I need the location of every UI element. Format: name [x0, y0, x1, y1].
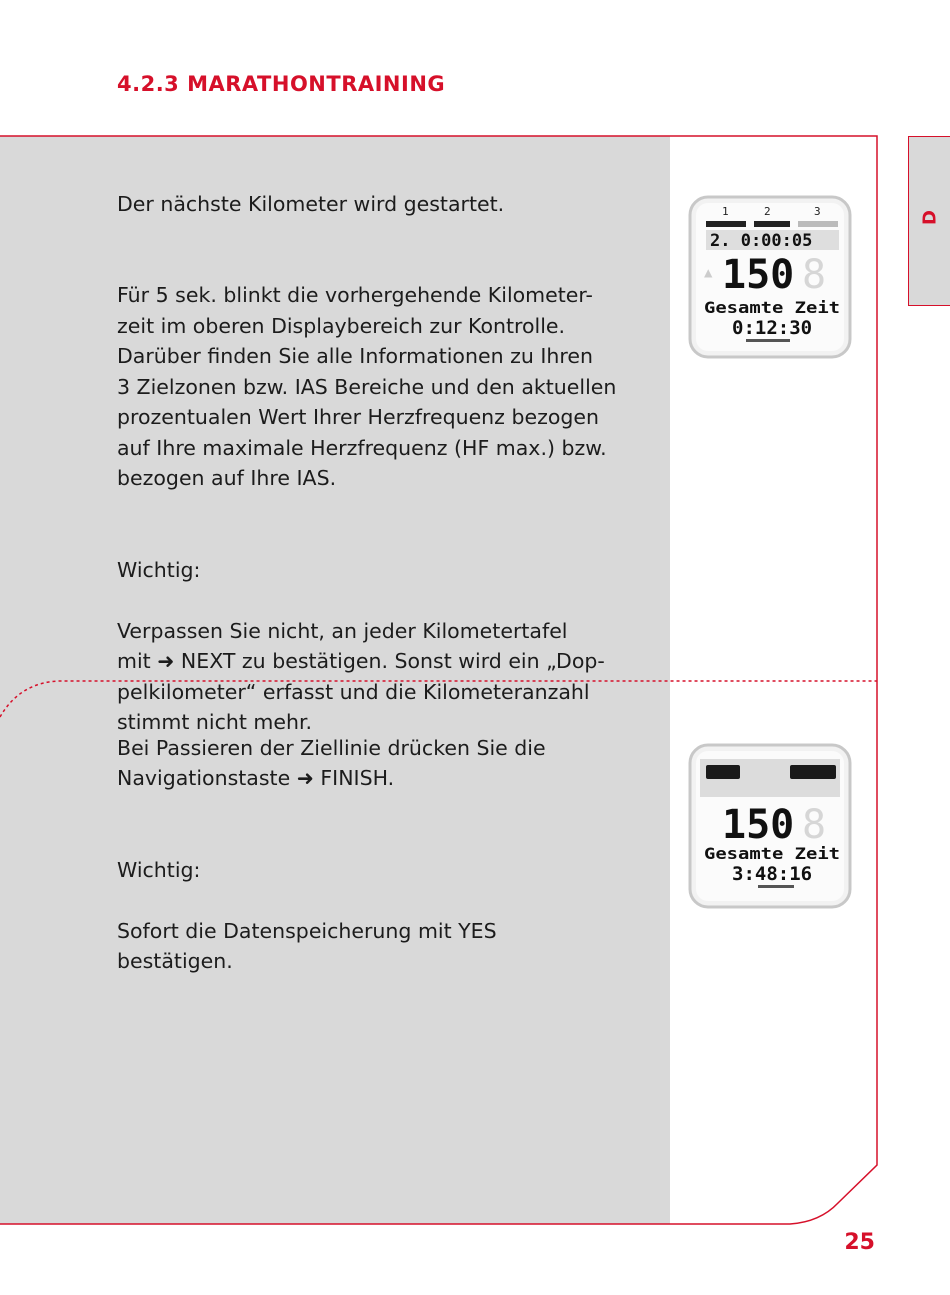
- page-number: 25: [844, 1230, 875, 1255]
- note-label: Wichtig:: [117, 557, 201, 582]
- watch-display-1: [682, 185, 857, 364]
- language-tab: [908, 136, 950, 306]
- watch-display-2: [682, 733, 857, 915]
- heart-rate-value: 150: [722, 252, 795, 298]
- paragraph: Verpassen Sie nicht, an jeder Kilometertafel mit ➜ NEXT zu bestätigen. Sonst wird ein „Dop- pelkilometer“ erfasst und die Kilometeranzahl stimmt nicht mehr.: [117, 618, 605, 734]
- total-time: 0:12:30: [732, 317, 813, 339]
- status-box: [706, 765, 740, 779]
- total-time: 3:48:16: [732, 863, 813, 885]
- zone-bar: [754, 221, 790, 227]
- zone-bar: [798, 221, 838, 227]
- status-box: [790, 765, 836, 779]
- metric-label: Gesamte Zeit: [704, 298, 840, 317]
- zone-label: 2: [764, 205, 771, 218]
- zone-bar: [706, 221, 746, 227]
- metric-label: Gesamte Zeit: [704, 844, 840, 863]
- paragraph: Bei Passieren der Ziellinie drücken Sie die Navigationstaste ➜ FINISH.: [117, 735, 546, 790]
- section2-text: [117, 702, 647, 1007]
- section1-text: [117, 158, 647, 768]
- heart-rate-value: 150: [722, 802, 795, 848]
- paragraph: Sofort die Datenspeicherung mit YES bestätigen.: [117, 918, 497, 973]
- zone-label: 3: [814, 205, 821, 218]
- ghost-digit: 8: [802, 252, 827, 298]
- paragraph: Der nächste Kilometer wird gestartet.: [117, 191, 505, 216]
- lap-time: 2. 0:00:05: [710, 231, 813, 251]
- zone-label: 1: [722, 205, 729, 218]
- language-tab-label: D: [919, 210, 941, 225]
- note-label: Wichtig:: [117, 857, 201, 882]
- ghost-digit: ▲: [704, 265, 713, 281]
- paragraph: Für 5 sek. blinkt die vorhergehende Kilometer- zeit im oberen Displaybereich zur Kontrolle. Darüber finden Sie alle Informationen zu Ihren 3 Zielzonen bzw. IAS Bereiche und den aktuellen prozentualen Wert Ihrer Herzfrequenz bezogen auf Ihre maximale Herzfrequenz (HF max.) bzw. bezogen auf Ihre IAS.: [117, 283, 617, 490]
- ghost-digit: 8: [802, 802, 827, 848]
- section-heading: 4.2.3 MARATHONTRAINING: [117, 72, 446, 96]
